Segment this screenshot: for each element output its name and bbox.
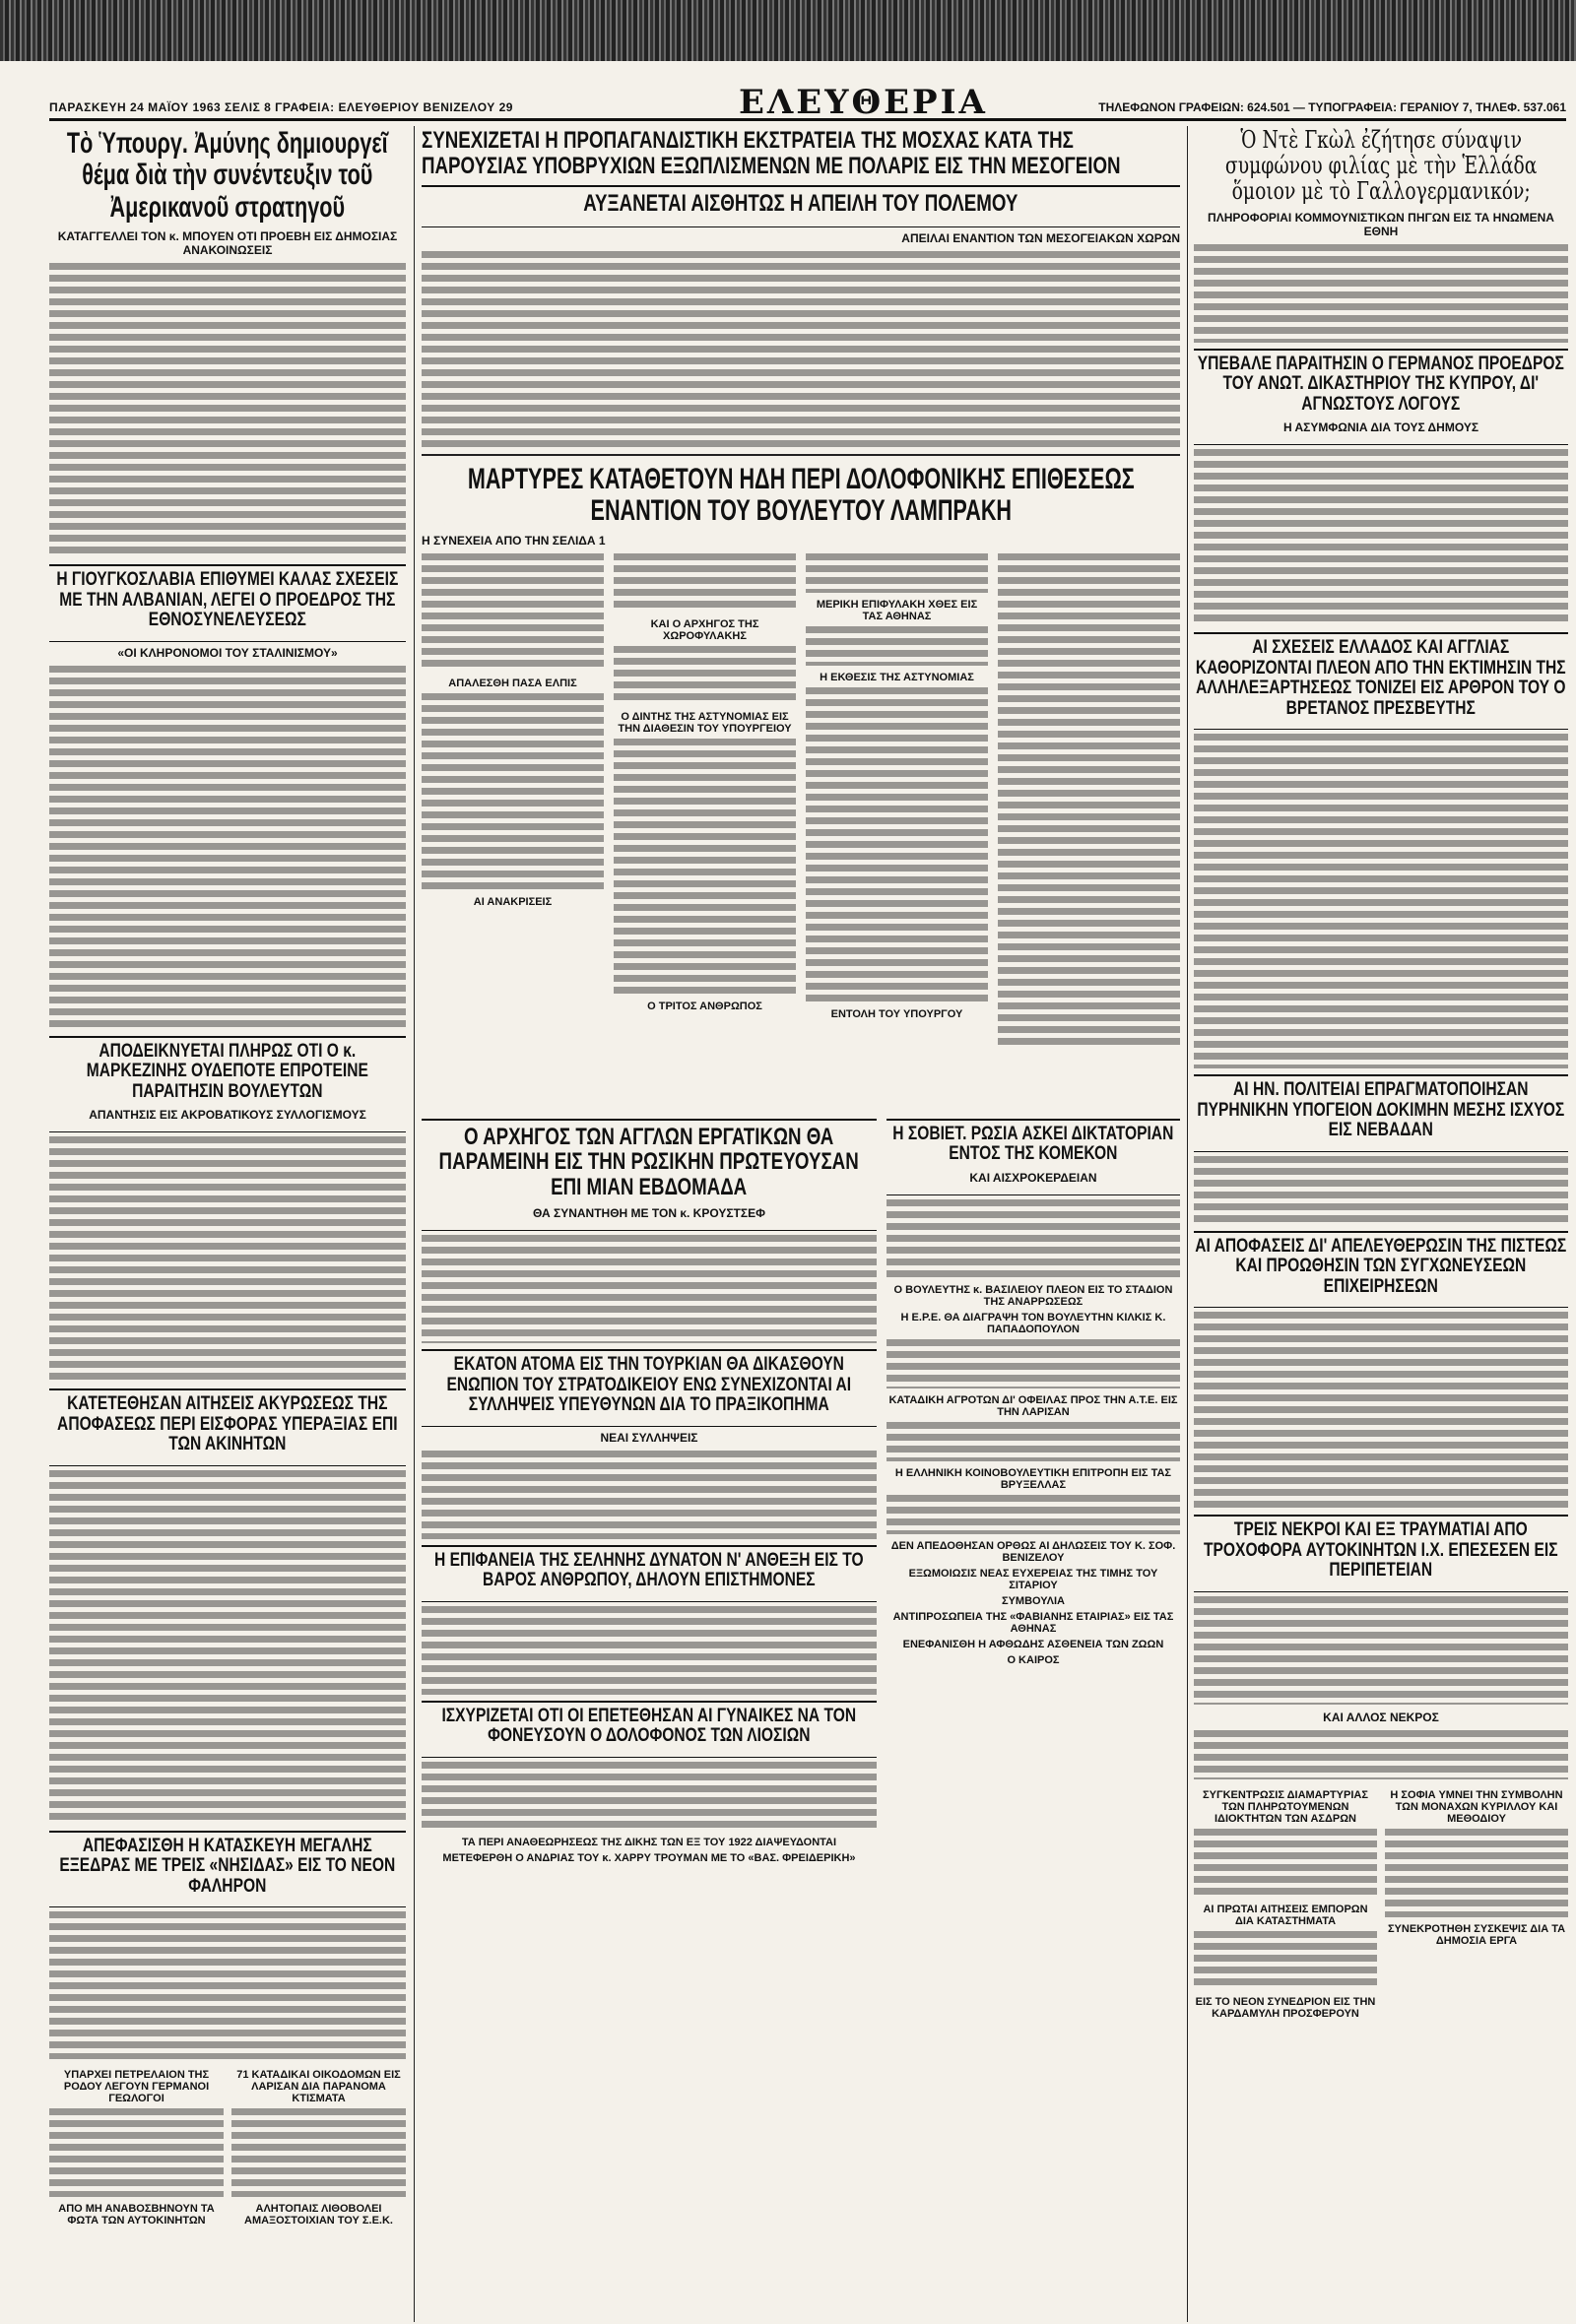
brief-headline: Ο ΒΟΥΛΕΥΤΗΣ κ. ΒΑΣΙΛΕΙΟΥ ΠΛΕΟΝ ΕΙΣ ΤΟ ΣΤΑΔΙΟΝ ΤΗΣ ΑΝΑΡΡΩΣΕΩΣ [893,1283,1173,1308]
lambrakis-columns [422,553,1180,1115]
column-rule [1187,126,1188,2322]
article-header [1194,349,1568,446]
article-text-block [422,553,604,672]
section-label: ΚΑΙ Ο ΑΡΧΗΓΟΣ ΤΗΣ ΧΩΡΟΦΥΛΑΚΗΣ [650,617,759,642]
article-header [422,1545,877,1602]
article-text-block [886,1199,1180,1278]
headline-lambrakis: ΜΑΡΤΥΡΕΣ ΚΑΤΑΘΕΤΟΥΝ ΗΔΗ ΠΕΡΙ ΔΟΛΟΦΟΝΙΚΗΣ ΕΠΙΘΕΣΕΩΣ ΕΝΑΝΤΙΟΝ ΤΟΥ ΒΟΥΛΕΥΤΟΥ ΛΑΜΠΡΑΚΗ [467,462,1135,528]
headline-yugoslavia: Η ΓΙΟΥΓΚΟΣΛΑΒΙΑ ΕΠΙΘΥΜΕΙ ΚΑΛΑΣ ΣΧΕΣΕΙΣ ΜΕ ΤΗΝ ΑΛΒΑΝΙΑΝ, ΛΕΓΕΙ Ο ΠΡΟΕΔΡΟΣ ΤΗΣ ΕΘΝΟΣΥΝΕΛΕΥΣΕΩΣ [56,569,399,631]
section-rule [422,454,1180,456]
brief-headline: ΣΥΜΒΟΥΛΙΑ [1001,1594,1065,1607]
brief-headline: ΑΠΟ ΜΗ ΑΝΑΒΟΣΒΗΝΟΥΝ ΤΑ ΦΩΤΑ ΤΩΝ ΑΥΤΟΚΙΝΗΤΩΝ [58,2203,215,2227]
article-text-block [49,2108,224,2197]
article-text-block [614,553,796,613]
article-text-block [49,1136,406,1383]
headline-cyprus-court: ΥΠΕΒΑΛΕ ΠΑΡΑΙΤΗΣΙΝ Ο ΓΕΡΜΑΝΟΣ ΠΡΟΕΔΡΟΣ ΤΟΥ ΑΝΩΤ. ΔΙΚΑΣΤΗΡΙΟΥ ΤΗΣ ΚΥΠΡΟΥ, ΔΙ' ΑΓΝΩΣΤΟΥΣ ΛΟΓΟΥΣ [1197,353,1565,415]
article-header [49,564,406,642]
headline-liosia: ΙΣΧΥΡΙΖΕΤΑΙ ΟΤΙ ΟΙ ΕΠΕΤΕΘΗΣΑΝ ΑΙ ΓΥΝΑΙΚΕΣ ΝΑ ΤΟΝ ΦΟΝΕΥΣΟΥΝ Ο ΔΟΛΟΦΟΝΟΣ ΤΩΝ ΛΙΟΣΙΩΝ [441,1705,857,1747]
article-text-block [422,1762,877,1831]
headline-turkey: ΕΚΑΤΟΝ ΑΤΟΜΑ ΕΙΣ ΤΗΝ ΤΟΥΡΚΙΑΝ ΘΑ ΔΙΚΑΣΘΟΥΝ ΕΝΩΠΙΟΝ ΤΟΥ ΣΤΡΑΤΟΔΙΚΕΙΟΥ ΕΝΩ ΣΥΝΕΧΙΖΟΝΤΑΙ ΑΙ ΣΥΛΛΗΨΕΙΣ ΥΠΕΥΘΥΝΩΝ ΔΙΑ ΤΟ ΠΡΑΞΙΚΟΠΗΜΑ [446,1354,852,1416]
brief-headline: ΕΙΣ ΤΟ ΝΕΟΝ ΣΥΝΕΔΡΙΟΝ ΕΙΣ ΤΗΝ ΚΑΡΔΑΜΥΛΗ ΠΡΟΣΦΕΡΟΥΝ [1195,1995,1376,2020]
brief-headline: ΑΝΤΙΠΡΟΣΩΠΕΙΑ ΤΗΣ «ΦΑΒΙΑΝΗΣ ΕΤΑΙΡΙΑΣ» ΕΙΣ ΤΑΣ ΑΘΗΝΑΣ [892,1610,1174,1635]
lead-kicker: ΑΠΕΙΛΑΙ ΕΝΑΝΤΙΟΝ ΤΩΝ ΜΕΣΟΓΕΙΑΚΩΝ ΧΩΡΩΝ [901,230,1180,245]
article-text-block [614,646,796,705]
lead-subheadline: ΑΥΞΑΝΕΤΑΙ ΑΙΣΘΗΤΩΣ Η ΑΠΕΙΛΗ ΤΟΥ ΠΟΛΕΜΟΥ [583,189,1018,217]
section-label: Ο ΔΙΝΤΗΣ ΤΗΣ ΑΣΤΥΝΟΜΙΑΣ ΕΙΣ ΤΗΝ ΔΙΑΘΕΣΙΝ ΤΟΥ ΥΠΟΥΡΓΕΙΟΥ [618,710,792,735]
subheadline: ΚΑΤΑΓΓΕΛΛΕΙ ΤΟΝ κ. ΜΠΟΥΕΝ ΟΤΙ ΠΡΟΕΒΗ ΕΙΣ ΔΗΜΟΣΙΑΣ ΑΝΑΚΟΙΝΩΣΕΙΣ [57,229,398,258]
headline-nuclear-test: ΑΙ ΗΝ. ΠΟΛΙΤΕΙΑΙ ΕΠΡΑΓΜΑΤΟΠΟΙΗΣΑΝ ΠΥΡΗΝΙΚΗΝ ΥΠΟΓΕΙΟΝ ΔΟΚΙΜΗΝ ΜΕΣΗΣ ΙΣΧΥΟΣ ΕΙΣ ΝΕΒΑΔΑΝ [1197,1079,1565,1141]
article-text-block [1194,244,1568,343]
article-text-block [422,251,1180,448]
article-text-block [998,553,1180,1046]
brief-headline: ΕΝΕΦΑΝΙΣΘΗ Η ΑΦΘΩΔΗΣ ΑΣΘΕΝΕΙΑ ΤΩΝ ΖΩΩΝ [902,1638,1164,1650]
brief-headline: ΥΠΑΡΧΕΙ ΠΕΤΡΕΛΑΙΟΝ ΤΗΣ ΡΟΔΟΥ ΛΕΓΟΥΝ ΓΕΡΜΑΝΟΙ ΓΕΩΛΟΓΟΙ [63,2069,210,2105]
column-rule [414,126,415,2322]
subheadline: Η ΑΣΥΜΦΩΝΙΑ ΔΙΑ ΤΟΥΣ ΔΗΜΟΥΣ [1282,420,1479,435]
brief-headline: ΤΑ ΠΕΡΙ ΑΝΑΘΕΩΡΗΣΕΩΣ ΤΗΣ ΔΙΚΗΣ ΤΩΝ ΕΞ ΤΟΥ 1922 ΔΙΑΨΕΥΔΟΝΤΑΙ [461,1836,837,1848]
article-header [1194,1231,1568,1309]
article-header [49,1036,406,1133]
article-text-block [806,553,988,593]
section-label: ΕΝΤΟΛΗ ΤΟΥ ΥΠΟΥΡΓΟΥ [830,1007,963,1020]
article-text-block [1194,734,1568,1068]
center-column [422,128,1180,2319]
article-header [422,1119,877,1232]
article-text-block [49,1470,406,1825]
article-header [1194,1074,1568,1152]
article-text-block [422,693,604,890]
brief-headline: Η ΣΟΦΙΑ ΥΜΝΕΙ ΤΗΝ ΣΥΜΒΟΛΗΝ ΤΩΝ ΜΟΝΑΧΩΝ ΚΥΡΙΛΛΟΥ ΚΑΙ ΜΕΘΟΔΙΟΥ [1390,1788,1563,1825]
section-label: ΑΙ ΑΝΑΚΡΙΣΕΙΣ [473,895,553,908]
right-bottom-briefs [1194,1785,1568,2024]
brief-headline: Ο ΚΑΙΡΟΣ [1007,1653,1060,1666]
article-text-block [422,1606,877,1695]
article-text-block [886,1339,1180,1388]
brief-headline: 71 ΚΑΤΑΔΙΚΑΙ ΟΙΚΟΔΟΜΩΝ ΕΙΣ ΛΑΡΙΣΑΝ ΔΙΑ ΠΑΡΑΝΟΜΑ ΚΤΙΣΜΑΤΑ [236,2069,401,2105]
subheadline: ΚΑΙ ΑΛΛΟΣ ΝΕΚΡΟΣ [1323,1710,1439,1724]
article-text-block [1194,1829,1377,1898]
headline-defence-ministry: Τὸ Ὑπουργ. Ἀμύνης δημιουργεῖ θέμα διὰ τὴν συνέντευξιν τοῦ Ἀμερικανοῦ στρατηγοῦ [67,128,388,224]
subheadline: ΚΑΙ ΑΙΣΧΡΟΚΕΡΔΕΙΑΝ [969,1170,1097,1185]
headline-markezinis: ΑΠΟΔΕΙΚΝΥΕΤΑΙ ΠΛΗΡΩΣ ΟΤΙ Ο κ. ΜΑΡΚΕΖΙΝΗΣ ΟΥΔΕΠΟΤΕ ΕΠΡΟΤΕΙΝΕ ΠΑΡΑΙΤΗΣΙΝ ΒΟΥΛΕΥΤΩΝ [86,1040,369,1102]
subheadline: ΑΠΑΝΤΗΣΙΣ ΕΙΣ ΑΚΡΟΒΑΤΙΚΟΥΣ ΣΥΛΛΟΓΙΣΜΟΥΣ [89,1108,366,1123]
section-label: ΑΠΑΛΕΣΘΗ ΠΑΣΑ ΕΛΠΙΣ [448,677,577,689]
article-text-block [231,2108,406,2197]
article-text-block [886,1422,1180,1461]
brief-headline: ΣΥΓΚΕΝΤΡΩΣΙΣ ΔΙΑΜΑΡΤΥΡΙΑΣ ΤΩΝ ΠΛΗΡΩΤΟΥΜΕΝΩΝ ΙΔΙΟΚΤΗΤΩΝ ΤΩΝ ΑΣΔΡΩΝ [1203,1788,1368,1825]
article-text-block [1194,449,1568,626]
brief-headline: ΔΕΝ ΑΠΕΔΟΘΗΣΑΝ ΟΡΘΩΣ ΑΙ ΔΗΛΩΣΕΙΣ ΤΟΥ Κ. ΣΟΦ. ΒΕΝΙΖΕΛΟΥ [890,1539,1176,1564]
article-text-block [49,666,406,1030]
headline-property-levy: ΚΑΤΕΤΕΘΗΣΑΝ ΑΙΤΗΣΕΙΣ ΑΚΥΡΩΣΕΩΣ ΤΗΣ ΑΠΟΦΑΣΕΩΣ ΠΕΡΙ ΕΙΣΦΟΡΑΣ ΥΠΕΡΑΞΙΑΣ ΕΠΙ ΤΩΝ ΑΚΙΝΗΤΩΝ [57,1393,398,1455]
headline-faliro: ΑΠΕΦΑΣΙΣΘΗ Η ΚΑΤΑΣΚΕΥΗ ΜΕΓΑΛΗΣ ΕΞΕΔΡΑΣ ΜΕ ΤΡΕΙΣ «ΝΗΣΙΔΑΣ» ΕΙΣ ΤΟ ΝΕΟΝ ΦΑΛΗΡΟΝ [59,1835,396,1897]
masthead-title: ΕΛΕΥΘΕΡΙΑ [739,83,988,122]
article-header [886,1119,1180,1195]
right-column [1194,128,1568,2319]
article-text-block [1194,1156,1568,1225]
article-header [422,1701,877,1758]
article-header [422,1349,877,1427]
article-text-block [886,1495,1180,1534]
headline-labour-leader: Ο ΑΡΧΗΓΟΣ ΤΩΝ ΑΓΓΛΩΝ ΕΡΓΑΤΙΚΩΝ ΘΑ ΠΑΡΑΜΕΙΝΗ ΕΙΣ ΤΗΝ ΡΩΣΙΚΗΝ ΠΡΩΤΕΥΟΥΣΑΝ ΕΠΙ ΜΙΑΝ ΕΒΔΟΜΑΔΑ [438,1123,860,1201]
article-text-block [422,1451,877,1539]
article-text-block [1194,1730,1568,1779]
article-header [49,1388,406,1466]
brief-headline: ΣΥΝΕΚΡΟΤΗΘΗ ΣΥΣΚΕΨΙΣ ΔΙΑ ΤΑ ΔΗΜΟΣΙΑ ΕΡΓΑ [1387,1922,1566,1947]
masthead [49,83,1566,122]
section-label: ΜΕΡΙΚΗ ΕΠΙΦΥΛΑΚΗ ΧΘΕΣ ΕΙΣ ΤΑΣ ΑΘΗΝΑΣ [816,598,978,622]
lower-center [422,1115,1180,1868]
article-text-block [1194,1931,1377,1990]
section-label: Ο ΤΡΙΤΟΣ ΑΝΘΡΩΠΟΣ [647,1000,762,1012]
lead-subheadline-box [422,185,1180,227]
headline-crash: ΤΡΕΙΣ ΝΕΚΡΟΙ ΚΑΙ ΕΞ ΤΡΑΥΜΑΤΙΑΙ ΑΠΟ ΤΡΟΧΟΦΟΡΑ ΑΥΤΟΚΙΝΗΤΩΝ Ι.Χ. ΕΠΕΣΕΣΕΝ ΕΙΣ ΠΕΡΙΠΕΤΕΙΑΝ [1204,1519,1558,1582]
brief-headline: ΕΞΩΜΟΙΩΣΙΣ ΝΕΑΣ ΕΥΧΕΡΕΙΑΣ ΤΗΣ ΤΙΜΗΣ ΤΟΥ ΣΙΤΑΡΙΟΥ [908,1567,1158,1591]
brief-headline: ΚΑΤΑΔΙΚΗ ΑΓΡΟΤΩΝ ΔΙ' ΟΦΕΙΛΑΣ ΠΡΟΣ ΤΗΝ Α.Τ.Ε. ΕΙΣ ΤΗΝ ΛΑΡΙΣΑΝ [888,1393,1178,1418]
continuation-note: Η ΣΥΝΕΧΕΙΑ ΑΠΟ ΤΗΝ ΣΕΛΙΔΑ 1 [422,533,606,548]
article-text-block [614,739,796,995]
article-text-block [806,626,988,666]
brief-headline: ΑΙ ΠΡΩΤΑΙ ΑΙΤΗΣΕΙΣ ΕΜΠΟΡΩΝ ΔΙΑ ΚΑΤΑΣΤΗΜΑΤΑ [1203,1903,1368,1927]
subheadline: ΝΕΑΙ ΣΥΛΛΗΨΕΙΣ [600,1430,698,1445]
article-text-block [806,687,988,1002]
section-label: Η ΕΚΘΕΣΙΣ ΤΗΣ ΑΣΤΥΝΟΜΙΑΣ [820,671,974,683]
headline-komecon: Η ΣΟΒΙΕΤ. ΡΩΣΙΑ ΑΣΚΕΙ ΔΙΚΤΑΤΟΡΙΑΝ ΕΝΤΟΣ ΤΗΣ ΚΟΜΕΚΟΝ [892,1123,1174,1165]
left-column [49,128,406,2319]
brief-headline: ΑΛΗΤΟΠΑΙΣ ΛΙΘΟΒΟΛΕΙ ΑΜΑΞΟΣΤΟΙΧΙΑΝ ΤΟΥ Σ.Ε.Κ. [244,2203,393,2227]
lead-headline: ΣΥΝΕΧΙΖΕΤΑΙ Η ΠΡΟΠΑΓΑΝΔΙΣΤΙΚΗ ΕΚΣΤΡΑΤΕΙΑ ΤΗΣ ΜΟΣΧΑΣ ΚΑΤΑ ΤΗΣ ΠΑΡΟΥΣΙΑΣ ΥΠΟΒΡΥΧΙΩΝ ΕΞΩΠΛΙΣΜΕΝΩΝ ΜΕ ΠΟΛΑΡΙΣ ΕΙΣ ΤΗΝ ΜΕΣΟΓΕΙΟΝ [422,128,1121,179]
bottom-briefs [49,2065,406,2230]
masthead-contact: ΤΗΛΕΦΩΝΟΝ ΓΡΑΦΕΙΩΝ: 624.501 — ΤΥΠΟΓΡΑΦΕΙΑ: ΓΕΡΑΝΙΟΥ 7, ΤΗΛΕΦ. 537.061 [1098,100,1566,114]
article-text-block [49,263,406,558]
headline-uk-relations: ΑΙ ΣΧΕΣΕΙΣ ΕΛΛΑΔΟΣ ΚΑΙ ΑΓΓΛΙΑΣ ΚΑΘΟΡΙΖΟΝΤΑΙ ΠΛΕΟΝ ΑΠΟ ΤΗΝ ΕΚΤΙΜΗΣΙΝ ΤΗΣ ΑΛΛΗΛΕΞΑΡΤΗΣΕΩΣ ΤΟΝΙΖΕΙ ΕΙΣ ΑΡΘΡΟΝ ΤΟΥ Ο ΒΡΕΤΑΝΟΣ ΠΡΕΣΒΕΥΤΗΣ [1196,637,1566,719]
headline-de-gaulle: Ὁ Ντὲ Γκὼλ ἐζήτησε σύναψιν συμφώνου φιλίας μὲ τὴν Ἑλλάδα ὅμοιον μὲ τὸ Γαλλογερμανικόν; [1224,128,1538,205]
article-text-block [1194,1312,1568,1509]
headline-moon: Η ΕΠΙΦΑΝΕΙΑ ΤΗΣ ΣΕΛΗΝΗΣ ΔΥΝΑΤΟΝ Ν' ΑΝΘΕΞΗ ΕΙΣ ΤΟ ΒΑΡΟΣ ΑΝΘΡΩΠΟΥ, ΔΗΛΟΥΝ ΕΠΙΣΤΗΜΟΝΕΣ [434,1549,864,1591]
article-header [1194,632,1568,730]
subheadline: ΘΑ ΣΥΝΑΝΤΗΘΗ ΜΕ ΤΟΝ κ. ΚΡΟΥΣΤΣΕΦ [533,1206,765,1221]
article-header [1194,1515,1568,1592]
subheadline: ΠΛΗΡΟΦΟΡΙΑΙ ΚΟΜΜΟΥΝΙΣΤΙΚΩΝ ΠΗΓΩΝ ΕΙΣ ΤΑ ΗΝΩΜΕΝΑ ΕΘΝΗ [1208,210,1554,238]
brief-headline: ΜΕΤΕΦΕΡΘΗ Ο ΑΝΔΡΙΑΣ ΤΟΥ κ. ΧΑΡΡΥ ΤΡΟΥΜΑΝ ΜΕ ΤΟ «ΒΑΣ. ΦΡΕΙΔΕΡΙΚΗ» [442,1851,856,1864]
article-header [49,1831,406,1908]
article-text-block [1385,1829,1568,1917]
masthead-dateline: ΠΑΡΑΣΚΕΥΗ 24 ΜΑΪΟΥ 1963 ΣΕΛΙΣ 8 ΓΡΑΦΕΙΑ: ΕΛΕΥΘΕΡΙΟΥ ΒΕΝΙΖΕΛΟΥ 29 [49,100,513,114]
article-text-block [1194,1596,1568,1705]
article-text-block [422,1235,877,1343]
scan-edge [0,0,1576,61]
subheadline: «ΟΙ ΚΛΗΡΟΝΟΜΟΙ ΤΟΥ ΣΤΑΛΙΝΙΣΜΟΥ» [117,645,338,660]
brief-headline: Η ΕΛΛΗΝΙΚΗ ΚΟΙΝΟΒΟΥΛΕΥΤΙΚΗ ΕΠΙΤΡΟΠΗ ΕΙΣ ΤΑΣ ΒΡΥΞΕΛΛΑΣ [894,1466,1172,1491]
article-text-block [49,1911,406,2059]
headline-credit: ΑΙ ΑΠΟΦΑΣΕΙΣ ΔΙ' ΑΠΕΛΕΥΘΕΡΩΣΙΝ ΤΗΣ ΠΙΣΤΕΩΣ ΚΑΙ ΠΡΟΩΘΗΣΙΝ ΤΩΝ ΣΥΓΧΩΝΕΥΣΕΩΝ ΕΠΙΧΕΙΡΗΣΕΩΝ [1195,1235,1567,1297]
brief-headline: Η Ε.Ρ.Ε. ΘΑ ΔΙΑΓΡΑΨΗ ΤΟΝ ΒΟΥΛΕΥΤΗΝ ΚΙΛΚΙΣ Κ. ΠΑΠΑΔΟΠΟΥΛΟΝ [900,1311,1166,1335]
